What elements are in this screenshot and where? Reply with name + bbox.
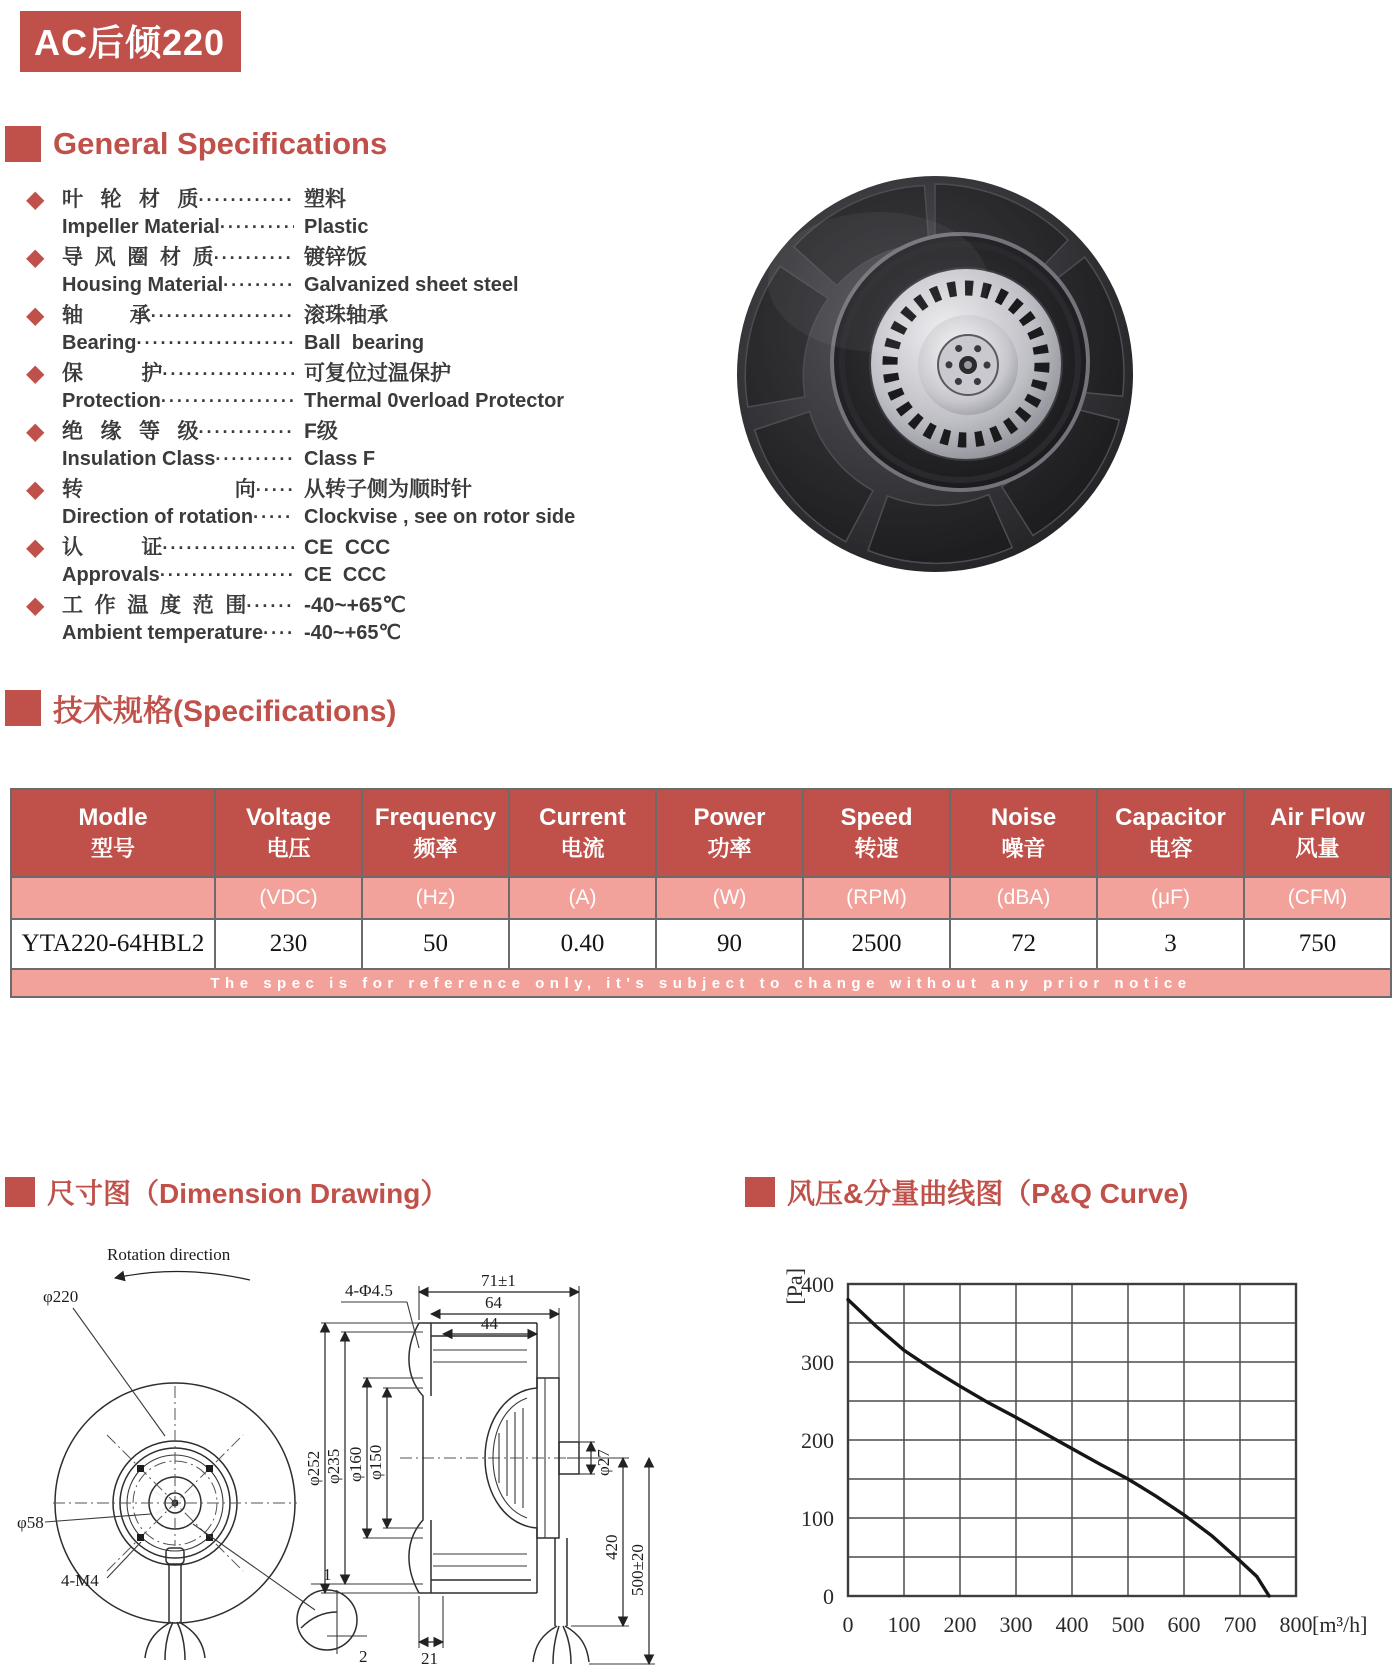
svg-text:200: 200 [943, 1612, 977, 1637]
col-header-airflow: Air Flow 风量 [1244, 789, 1391, 877]
svg-text:600: 600 [1167, 1612, 1201, 1637]
dim-d220-label: φ220 [43, 1287, 79, 1306]
dot-leader [151, 303, 294, 330]
dim-d150-label: φ150 [366, 1444, 385, 1480]
dot-leader [199, 187, 294, 214]
section-marker-icon [5, 690, 41, 726]
dim-71-label: 71±1 [481, 1271, 516, 1290]
unit-cell: (A) [509, 877, 656, 919]
dim-holes-label: 4-Φ4.5 [345, 1281, 393, 1300]
table-note: The spec is for reference only, it's subject to change without any prior notice [11, 969, 1391, 997]
table-row [11, 919, 1391, 969]
dim-d58-label: φ58 [17, 1513, 44, 1532]
spec-value-cn: 滚珠轴承 [304, 304, 388, 327]
spec-label-cn: 绝 缘 等 级 [62, 420, 199, 443]
svg-text:100: 100 [887, 1612, 921, 1637]
svg-text:200: 200 [801, 1428, 834, 1453]
spec-value-cn: CE CCC [304, 536, 391, 559]
dim-d27-label: φ27 [594, 1449, 613, 1476]
diamond-bullet-icon: ◆ [26, 592, 45, 619]
dot-leader [215, 446, 294, 473]
list-item [26, 244, 611, 299]
spec-value-en: Galvanized sheet steel [304, 274, 519, 296]
dim-d252-label: φ252 [304, 1450, 323, 1486]
list-item [26, 534, 611, 589]
diamond-bullet-icon: ◆ [26, 360, 45, 387]
spec-label-cn: 转 向 [62, 478, 256, 501]
dot-leader [136, 330, 294, 357]
section-specifications [5, 686, 396, 730]
diamond-bullet-icon: ◆ [26, 186, 45, 213]
section-title: General Specifications [53, 126, 388, 161]
spec-label-en: Housing Material [62, 274, 224, 296]
section-general-specifications [5, 126, 387, 162]
dim-64-label: 64 [485, 1293, 502, 1312]
value-cell: 0.40 [509, 919, 656, 969]
diamond-bullet-icon: ◆ [26, 476, 45, 503]
spec-value-cn: 塑料 [304, 188, 346, 211]
unit-cell [11, 877, 215, 919]
svg-text:100: 100 [801, 1506, 834, 1531]
pq-curve-svg [752, 1226, 1397, 1668]
detail-1-label: 1 [323, 1565, 332, 1584]
spec-value-en: -40~+65℃ [304, 622, 401, 644]
table-header-row [11, 789, 1391, 877]
value-cell: 230 [215, 919, 362, 969]
section-pq-curve [745, 1172, 1188, 1212]
spec-table [10, 788, 1392, 998]
unit-cell: (Hz) [362, 877, 509, 919]
unit-cell: (VDC) [215, 877, 362, 919]
dot-leader [253, 504, 294, 531]
detail-2-label: 2 [359, 1647, 368, 1666]
page-title: AC后倾220 [20, 11, 241, 72]
general-spec-list [26, 186, 611, 650]
unit-cell: (RPM) [803, 877, 950, 919]
spec-value-en: Thermal 0verload Protector [304, 390, 565, 412]
dim-44-label: 44 [481, 1314, 498, 1333]
dim-500-label: 500±20 [628, 1544, 647, 1596]
list-item [26, 302, 611, 357]
value-cell: 50 [362, 919, 509, 969]
list-item [26, 592, 611, 647]
col-header-speed: Speed 转速 [803, 789, 950, 877]
dot-leader [223, 272, 294, 299]
section-title: 技术规格(Specifications) [53, 695, 397, 728]
dimension-drawing [15, 1228, 735, 1670]
dot-leader [256, 477, 294, 504]
dim-m4-label: 4-M4 [61, 1571, 99, 1590]
spec-label-en: Direction of rotation [62, 506, 254, 528]
section-dimension-drawing [5, 1172, 448, 1212]
section-marker-icon [5, 1177, 35, 1207]
col-header-noise: Noise 噪音 [950, 789, 1097, 877]
dot-leader [214, 245, 294, 272]
dim-d235-label: φ235 [324, 1448, 343, 1484]
spec-value-en: CE CCC [304, 564, 387, 586]
dot-leader [199, 419, 294, 446]
dim-d160-label: φ160 [346, 1446, 365, 1482]
dot-leader [162, 361, 294, 388]
list-item [26, 476, 611, 531]
svg-text:300: 300 [801, 1350, 834, 1375]
col-header-frequency: Frequency 频率 [362, 789, 509, 877]
dot-leader [161, 388, 294, 415]
spec-value-en: Ball bearing [304, 332, 425, 354]
spec-label-cn: 导 风 圈 材 质 [62, 246, 214, 269]
spec-label-cn: 保 护 [62, 362, 163, 385]
model-cell: YTA220-64HBL2 [11, 919, 215, 969]
col-header-model: Modle 型号 [11, 789, 215, 877]
spec-label-en: Protection [62, 390, 161, 412]
fan-image [728, 162, 1148, 587]
value-cell: 3 [1097, 919, 1244, 969]
value-cell: 72 [950, 919, 1097, 969]
diamond-bullet-icon: ◆ [26, 534, 45, 561]
spec-value-cn: -40~+65℃ [304, 594, 406, 617]
diamond-bullet-icon: ◆ [26, 418, 45, 445]
value-cell: 90 [656, 919, 803, 969]
spec-value-cn: 可复位过温保护 [304, 362, 451, 385]
dimension-drawing-svg [15, 1228, 735, 1670]
svg-text:300: 300 [999, 1612, 1033, 1637]
svg-text:[m³/h]: [m³/h] [1312, 1612, 1368, 1637]
dim-420-label: 420 [602, 1534, 621, 1560]
dot-leader [220, 214, 294, 241]
value-cell: 2500 [803, 919, 950, 969]
spec-label-en: Impeller Material [62, 216, 220, 238]
spec-label-en: Insulation Class [62, 448, 216, 470]
col-header-current: Current 电流 [509, 789, 656, 877]
svg-text:0: 0 [842, 1612, 854, 1637]
table-units-row [11, 877, 1391, 919]
col-header-capacitor: Capacitor 电容 [1097, 789, 1244, 877]
dot-leader [246, 593, 294, 620]
spec-label-cn: 轴 承 [62, 304, 151, 327]
section-title: 风压&分量曲线图（P&Q Curve) [787, 1178, 1189, 1209]
svg-text:400: 400 [1055, 1612, 1089, 1637]
dim-21-label: 21 [421, 1649, 438, 1668]
svg-text:700: 700 [1223, 1612, 1257, 1637]
list-item [26, 186, 611, 241]
col-header-power: Power 功率 [656, 789, 803, 877]
list-item [26, 418, 611, 473]
diamond-bullet-icon: ◆ [26, 302, 45, 329]
svg-text:500: 500 [1111, 1612, 1145, 1637]
svg-text:400: 400 [801, 1272, 834, 1297]
unit-cell: (μF) [1097, 877, 1244, 919]
section-marker-icon [5, 126, 41, 162]
dot-leader [160, 562, 294, 589]
spec-value-en: Class F [304, 448, 376, 470]
spec-value-cn: F级 [304, 420, 338, 443]
spec-value-en: Clockvise , see on rotor side [304, 506, 576, 528]
section-title: 尺寸图（Dimension Drawing） [47, 1178, 449, 1209]
spec-label-en: Approvals [62, 564, 160, 586]
col-header-voltage: Voltage 电压 [215, 789, 362, 877]
unit-cell: (CFM) [1244, 877, 1391, 919]
spec-label-en: Ambient temperature [62, 622, 264, 644]
value-cell: 750 [1244, 919, 1391, 969]
spec-label-cn: 认 证 [62, 536, 163, 559]
list-item [26, 360, 611, 415]
rotation-arrow-icon [115, 1271, 250, 1280]
svg-text:[Pa]: [Pa] [782, 1268, 807, 1305]
spec-label-en: Bearing [62, 332, 137, 354]
pq-curve-chart [752, 1226, 1397, 1670]
product-photo [728, 162, 1148, 587]
spec-label-cn: 工 作 温 度 范 围 [62, 594, 247, 617]
svg-text:800: 800 [1279, 1612, 1313, 1637]
rotation-direction-label: Rotation direction [107, 1245, 231, 1264]
spec-value-cn: 镀锌饭 [304, 246, 367, 269]
spec-value-cn: 从转子侧为顺时针 [304, 478, 472, 501]
dot-leader [162, 535, 294, 562]
unit-cell: (dBA) [950, 877, 1097, 919]
section-marker-icon [745, 1177, 775, 1207]
dot-leader [263, 620, 294, 647]
spec-label-cn: 叶 轮 材 质 [62, 188, 199, 211]
unit-cell: (W) [656, 877, 803, 919]
table-note-row [11, 969, 1391, 997]
diamond-bullet-icon: ◆ [26, 244, 45, 271]
svg-text:0: 0 [823, 1584, 834, 1609]
spec-value-en: Plastic [304, 216, 369, 238]
